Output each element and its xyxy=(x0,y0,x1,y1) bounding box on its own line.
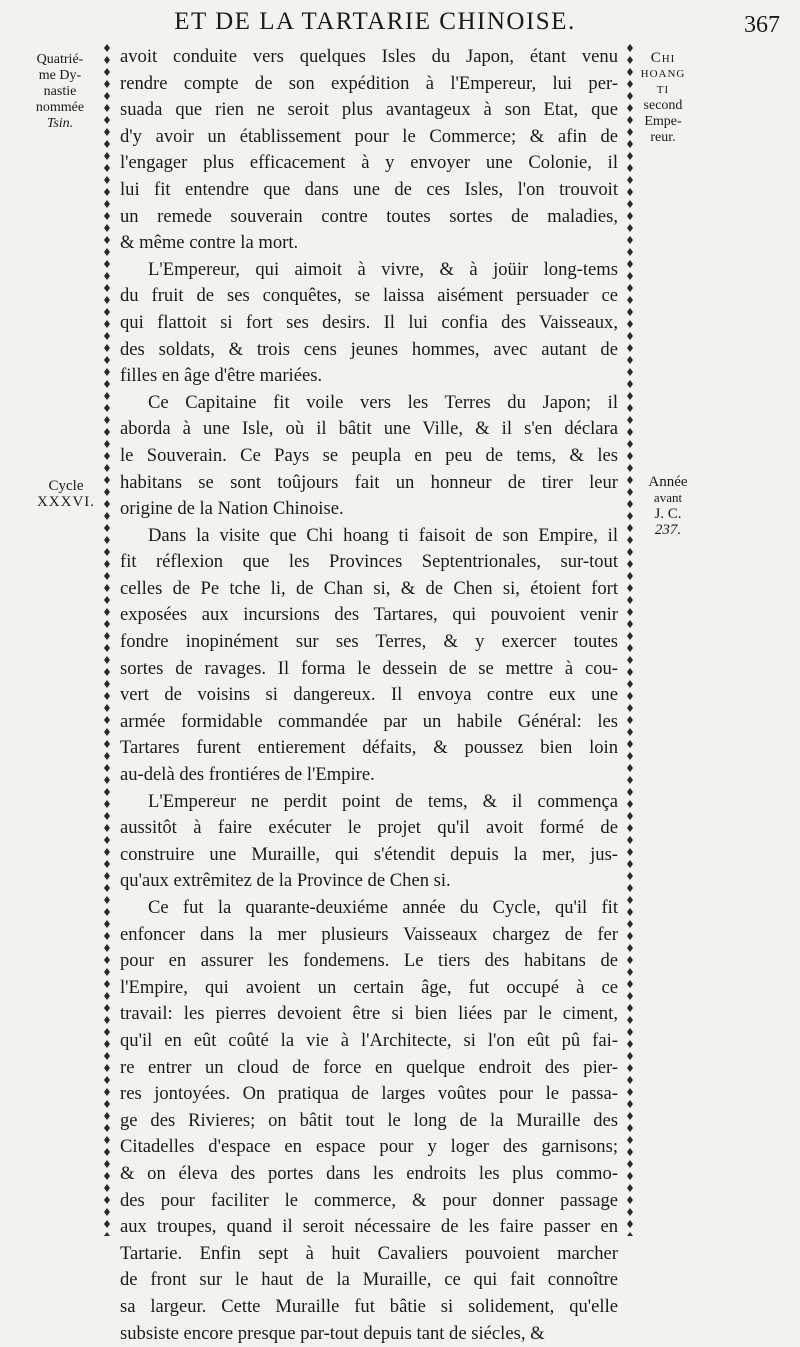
ornament-mark xyxy=(104,500,110,508)
ornament-mark xyxy=(627,932,633,940)
text-line: origine de la Nation Chinoise. xyxy=(120,496,618,523)
ornament-mark xyxy=(104,692,110,700)
ornament-mark xyxy=(104,812,110,820)
ornament-mark xyxy=(627,212,633,220)
ornament-mark xyxy=(104,1124,110,1132)
ornament-mark xyxy=(627,848,633,856)
ornament-mark xyxy=(627,344,633,352)
ornament-mark xyxy=(627,152,633,160)
text-line: le Souverain. Ce Pays se peupla en peu de tems, & les xyxy=(120,443,618,470)
ornament-mark xyxy=(104,440,110,448)
ornament-mark xyxy=(627,164,633,172)
text-line: Citadelles d'espace en espace pour y loger des garnisons; xyxy=(120,1134,618,1161)
ornament-mark xyxy=(104,332,110,340)
text-line: & on éleva des portes dans les endroits les plus commo- xyxy=(120,1161,618,1188)
text-line: avoit conduite vers quelques Isles du Japon, étant venu xyxy=(120,44,618,71)
ornament-mark xyxy=(104,620,110,628)
ornament-mark xyxy=(627,704,633,712)
ornament-mark xyxy=(627,872,633,880)
margin-note-emperor: Chi HOANG TI second Empe- reur. xyxy=(632,50,694,146)
text-line: aussitôt à faire exécuter le projet qu'il avoit formé de xyxy=(120,815,618,842)
ornament-mark xyxy=(627,1016,633,1024)
ornament-mark xyxy=(627,956,633,964)
ornament-mark xyxy=(627,644,633,652)
ornament-mark xyxy=(627,596,633,604)
text-line: enfoncer dans la mer plusieurs Vaisseaux chargez de fer xyxy=(120,922,618,949)
paragraph xyxy=(120,390,618,523)
ornament-mark xyxy=(627,308,633,316)
ornament-mark xyxy=(104,1184,110,1192)
right-ornamental-rule xyxy=(623,42,637,1236)
ornament-mark xyxy=(104,860,110,868)
text-line: sa largeur. Cette Muraille fut bâtie si solidement, qu'elle xyxy=(120,1294,618,1321)
ornament-mark xyxy=(104,1028,110,1036)
ornament-mark xyxy=(104,728,110,736)
ornament-mark xyxy=(104,704,110,712)
ornament-mark xyxy=(627,1052,633,1060)
ornament-mark xyxy=(627,260,633,268)
ornament-mark xyxy=(104,452,110,460)
ornament-mark xyxy=(627,1004,633,1012)
ornament-mark xyxy=(104,320,110,328)
text-line: travail: les pierres devoient être si bien liées par le ciment, xyxy=(120,1001,618,1028)
text-line: armée formidable commandée par un habile Général: les xyxy=(120,709,618,736)
text-line: qu'il en eût coûté la vie à l'Architecte, si l'on eût pû fai- xyxy=(120,1028,618,1055)
ornament-mark xyxy=(627,320,633,328)
ornament-mark xyxy=(104,668,110,676)
ornament-mark xyxy=(627,1220,633,1228)
ornament-mark xyxy=(627,656,633,664)
ornament-mark xyxy=(104,260,110,268)
text-line: suada que rien ne seroit plus avantageux à son Etat, que xyxy=(120,97,618,124)
ornament-mark xyxy=(627,1124,633,1132)
text-line: ge des Rivieres; on bâtit tout le long de la Muraille des xyxy=(120,1108,618,1135)
ornament-mark xyxy=(627,608,633,616)
ornament-mark xyxy=(104,1052,110,1060)
ornament-mark xyxy=(627,836,633,844)
text-line: aux troupes, quand il seroit nécessaire de les faire passer en xyxy=(120,1214,618,1241)
ornament-mark xyxy=(627,404,633,412)
ornament-mark xyxy=(104,656,110,664)
text-line: de front sur le haut de la Muraille, ce qui fait connoître xyxy=(120,1267,618,1294)
ornament-mark xyxy=(104,956,110,964)
text-line: rendre compte de son expédition à l'Empereur, lui per- xyxy=(120,71,618,98)
ornament-mark xyxy=(627,524,633,532)
ornament-mark xyxy=(104,1016,110,1024)
ornament-mark xyxy=(627,692,633,700)
ornament-mark xyxy=(627,668,633,676)
ornament-mark xyxy=(104,224,110,232)
text-line: L'Empereur, qui aimoit à vivre, & à joüir long-tems xyxy=(120,257,618,284)
ornament-mark xyxy=(627,584,633,592)
text-line: construire une Muraille, qui s'étendit depuis la mer, jus- xyxy=(120,842,618,869)
ornament-mark xyxy=(104,404,110,412)
text-line: Ce Capitaine fit voile vers les Terres du Japon; il xyxy=(120,390,618,417)
ornament-mark xyxy=(627,1184,633,1192)
ornament-mark xyxy=(104,512,110,520)
ornament-mark xyxy=(104,716,110,724)
ornament-mark xyxy=(104,116,110,124)
text-line: aborda à une Isle, où il bâtit une Ville, & il s'en déclara xyxy=(120,416,618,443)
ornament-mark xyxy=(104,680,110,688)
ornament-mark xyxy=(627,1088,633,1096)
text-line: L'Empereur ne perdit point de tems, & il commença xyxy=(120,789,618,816)
ornament-mark xyxy=(627,764,633,772)
text-line: celles de Pe tche li, de Chan si, & de Chen si, étoient fort xyxy=(120,576,618,603)
ornament-mark xyxy=(627,1232,633,1236)
ornament-mark xyxy=(627,800,633,808)
text-line: Tartarie. Enfin sept à huit Cavaliers pouvoient marcher xyxy=(120,1241,618,1268)
text-line: l'engager plus efficacement à y envoyer une Colonie, il xyxy=(120,150,618,177)
ornament-mark xyxy=(627,920,633,928)
text-line: d'y avoir un établissement pour le Commerce; & afin de xyxy=(120,124,618,151)
ornament-mark xyxy=(627,776,633,784)
ornament-mark xyxy=(627,632,633,640)
ornament-mark xyxy=(104,944,110,952)
ornament-mark xyxy=(627,548,633,556)
ornament-mark xyxy=(627,572,633,580)
running-head: ET DE LA TARTARIE CHINOISE. xyxy=(140,8,610,36)
ornament-mark xyxy=(104,788,110,796)
ornament-mark xyxy=(627,200,633,208)
ornament-mark xyxy=(627,1172,633,1180)
text-line: fit réflexion que les Provinces Septentrionales, sur-tout xyxy=(120,549,618,576)
ornament-mark xyxy=(627,860,633,868)
paragraph xyxy=(120,257,618,390)
ornament-mark xyxy=(104,920,110,928)
ornament-mark xyxy=(104,164,110,172)
text-line: filles en âge d'être mariées. xyxy=(120,363,618,390)
text-line: des soldats, & trois cens jeunes hommes, avec autant de xyxy=(120,337,618,364)
ornament-mark xyxy=(627,188,633,196)
ornament-mark xyxy=(627,1100,633,1108)
ornament-mark xyxy=(104,140,110,148)
text-line: qui flattoit si fort ses desirs. Il lui confia des Vaisseaux, xyxy=(120,310,618,337)
ornament-mark xyxy=(627,812,633,820)
margin-note-year: Année avant J. C. 237. xyxy=(636,474,700,538)
ornament-mark xyxy=(627,896,633,904)
text-line: re entrer un cloud de force en quelque endroit des pier- xyxy=(120,1055,618,1082)
text-line: habitans se sont toûjours fait un honneur de tirer leur xyxy=(120,470,618,497)
ornament-mark xyxy=(627,380,633,388)
ornament-mark xyxy=(627,1040,633,1048)
ornament-mark xyxy=(627,560,633,568)
paragraph xyxy=(120,789,618,895)
ornament-mark xyxy=(104,92,110,100)
ornament-mark xyxy=(104,1088,110,1096)
ornament-mark xyxy=(104,392,110,400)
ornament-mark xyxy=(104,308,110,316)
ornament-mark xyxy=(104,80,110,88)
ornament-mark xyxy=(104,152,110,160)
ornament-mark xyxy=(104,896,110,904)
ornament-mark xyxy=(104,536,110,544)
ornament-mark xyxy=(627,824,633,832)
text-line: qu'aux extrêmitez de la Province de Chen si. xyxy=(120,868,618,895)
ornament-mark xyxy=(627,272,633,280)
text-line: du fruit de ses conquêtes, se laissa aisément persuader ce xyxy=(120,283,618,310)
ornament-mark xyxy=(627,464,633,472)
ornament-mark xyxy=(627,500,633,508)
ornament-mark xyxy=(627,1148,633,1156)
ornament-mark xyxy=(104,200,110,208)
ornament-mark xyxy=(627,1208,633,1216)
text-line: l'Empire, qui avoient un certain âge, fut occupé à ce xyxy=(120,975,618,1002)
ornament-mark xyxy=(627,248,633,256)
ornament-mark xyxy=(104,356,110,364)
margin-note-dynasty: Quatrié- me Dy- nastie nommée Tsin. xyxy=(22,52,98,132)
ornament-mark xyxy=(627,428,633,436)
ornament-mark xyxy=(627,944,633,952)
ornament-mark xyxy=(104,344,110,352)
ornament-mark xyxy=(627,284,633,292)
text-line: vert de voisins si dangereux. Il envoya contre eux une xyxy=(120,682,618,709)
text-line: fondre inopinément sur ses Terres, & y exercer toutes xyxy=(120,629,618,656)
ornament-mark xyxy=(627,1028,633,1036)
ornament-mark xyxy=(104,476,110,484)
text-line: exposées aux incursions des Tartares, qui pouvoient venir xyxy=(120,602,618,629)
ornament-mark xyxy=(627,1160,633,1168)
ornament-mark xyxy=(627,332,633,340)
ornament-mark xyxy=(627,752,633,760)
ornament-mark xyxy=(627,488,633,496)
text-line: & même contre la mort. xyxy=(120,230,618,257)
ornament-mark xyxy=(104,1040,110,1048)
ornament-mark xyxy=(627,620,633,628)
ornament-mark xyxy=(104,56,110,64)
ornament-mark xyxy=(627,788,633,796)
ornament-mark xyxy=(104,1112,110,1120)
ornament-mark xyxy=(104,644,110,652)
ornament-mark xyxy=(104,1220,110,1228)
ornament-mark xyxy=(104,128,110,136)
ornament-mark xyxy=(104,980,110,988)
ornament-mark xyxy=(627,1064,633,1072)
body-text xyxy=(120,44,618,1347)
ornament-mark xyxy=(627,296,633,304)
ornament-mark xyxy=(104,800,110,808)
ornament-mark xyxy=(104,584,110,592)
ornament-mark xyxy=(627,884,633,892)
text-line: lui fit entendre que dans une de ces Isles, l'on trouvoit xyxy=(120,177,618,204)
ornament-mark xyxy=(104,428,110,436)
ornament-mark xyxy=(104,416,110,424)
ornament-mark xyxy=(627,176,633,184)
ornament-mark xyxy=(104,776,110,784)
ornament-mark xyxy=(627,968,633,976)
ornament-mark xyxy=(627,356,633,364)
left-ornamental-rule xyxy=(100,42,114,1236)
ornament-mark xyxy=(104,824,110,832)
ornament-mark xyxy=(104,848,110,856)
page-number: 367 xyxy=(744,12,780,39)
ornament-mark xyxy=(104,296,110,304)
ornament-mark xyxy=(104,272,110,280)
ornament-mark xyxy=(104,596,110,604)
ornament-mark xyxy=(104,560,110,568)
ornament-mark xyxy=(104,1100,110,1108)
text-line: Dans la visite que Chi hoang ti faisoit de son Empire, il xyxy=(120,523,618,550)
ornament-mark xyxy=(104,872,110,880)
ornament-mark xyxy=(104,284,110,292)
ornament-mark xyxy=(627,680,633,688)
ornament-mark xyxy=(104,380,110,388)
ornament-mark xyxy=(104,740,110,748)
ornament-mark xyxy=(104,932,110,940)
ornament-mark xyxy=(104,1160,110,1168)
ornament-mark xyxy=(627,368,633,376)
ornament-mark xyxy=(104,464,110,472)
ornament-mark xyxy=(104,908,110,916)
ornament-mark xyxy=(104,1064,110,1072)
text-line: pour en assurer les fondemens. Le tiers des habitans de xyxy=(120,948,618,975)
ornament-mark xyxy=(627,728,633,736)
ornament-mark xyxy=(627,908,633,916)
ornament-mark xyxy=(104,1196,110,1204)
ornament-mark xyxy=(627,1076,633,1084)
text-line: au-delà des frontiéres de l'Empire. xyxy=(120,762,618,789)
ornament-mark xyxy=(627,1112,633,1120)
paragraph xyxy=(120,44,618,257)
ornament-mark xyxy=(104,44,110,52)
ornament-mark xyxy=(104,1172,110,1180)
ornament-mark xyxy=(104,104,110,112)
ornament-mark xyxy=(627,980,633,988)
ornament-mark xyxy=(627,452,633,460)
ornament-mark xyxy=(104,1208,110,1216)
text-line: Ce fut la quarante-deuxiéme année du Cycle, qu'il fit xyxy=(120,895,618,922)
ornament-mark xyxy=(104,548,110,556)
text-line: subsiste encore presque par-tout depuis tant de siécles, & xyxy=(120,1321,618,1347)
ornament-mark xyxy=(104,524,110,532)
text-line: Tartares furent entierement défaits, & poussez bien loin xyxy=(120,735,618,762)
ornament-mark xyxy=(104,884,110,892)
ornament-mark xyxy=(627,440,633,448)
ornament-mark xyxy=(104,212,110,220)
ornament-mark xyxy=(104,632,110,640)
ornament-mark xyxy=(627,224,633,232)
ornament-mark xyxy=(104,1148,110,1156)
ornament-mark xyxy=(104,608,110,616)
ornament-mark xyxy=(104,836,110,844)
ornament-mark xyxy=(104,176,110,184)
ornament-mark xyxy=(104,1076,110,1084)
ornament-mark xyxy=(627,1196,633,1204)
ornament-mark xyxy=(104,572,110,580)
ornament-mark xyxy=(627,992,633,1000)
text-line: un remede souverain contre toutes sortes de maladies, xyxy=(120,204,618,231)
ornament-mark xyxy=(627,716,633,724)
ornament-mark xyxy=(104,1232,110,1236)
margin-note-cycle: Cycle XXXVI. xyxy=(30,478,102,510)
ornament-mark xyxy=(104,968,110,976)
ornament-mark xyxy=(627,512,633,520)
ornament-mark xyxy=(104,488,110,496)
ornament-mark xyxy=(104,1136,110,1144)
ornament-mark xyxy=(104,752,110,760)
ornament-mark xyxy=(627,416,633,424)
ornament-mark xyxy=(104,236,110,244)
ornament-mark xyxy=(104,68,110,76)
ornament-mark xyxy=(627,236,633,244)
ornament-mark xyxy=(104,248,110,256)
ornament-mark xyxy=(627,476,633,484)
text-line: sortes de ravages. Il forma le dessein de se mettre à cou- xyxy=(120,656,618,683)
ornament-mark xyxy=(104,188,110,196)
ornament-mark xyxy=(627,392,633,400)
text-line: res jontoyées. On pratiqua de larges voûtes pour le passa- xyxy=(120,1081,618,1108)
paragraph xyxy=(120,895,618,1347)
ornament-mark xyxy=(627,536,633,544)
ornament-mark xyxy=(104,1004,110,1012)
text-line: des pour faciliter le commerce, & pour donner passage xyxy=(120,1188,618,1215)
ornament-mark xyxy=(104,992,110,1000)
ornament-mark xyxy=(627,740,633,748)
ornament-mark xyxy=(104,368,110,376)
ornament-mark xyxy=(627,1136,633,1144)
ornament-mark xyxy=(104,764,110,772)
paragraph xyxy=(120,523,618,789)
